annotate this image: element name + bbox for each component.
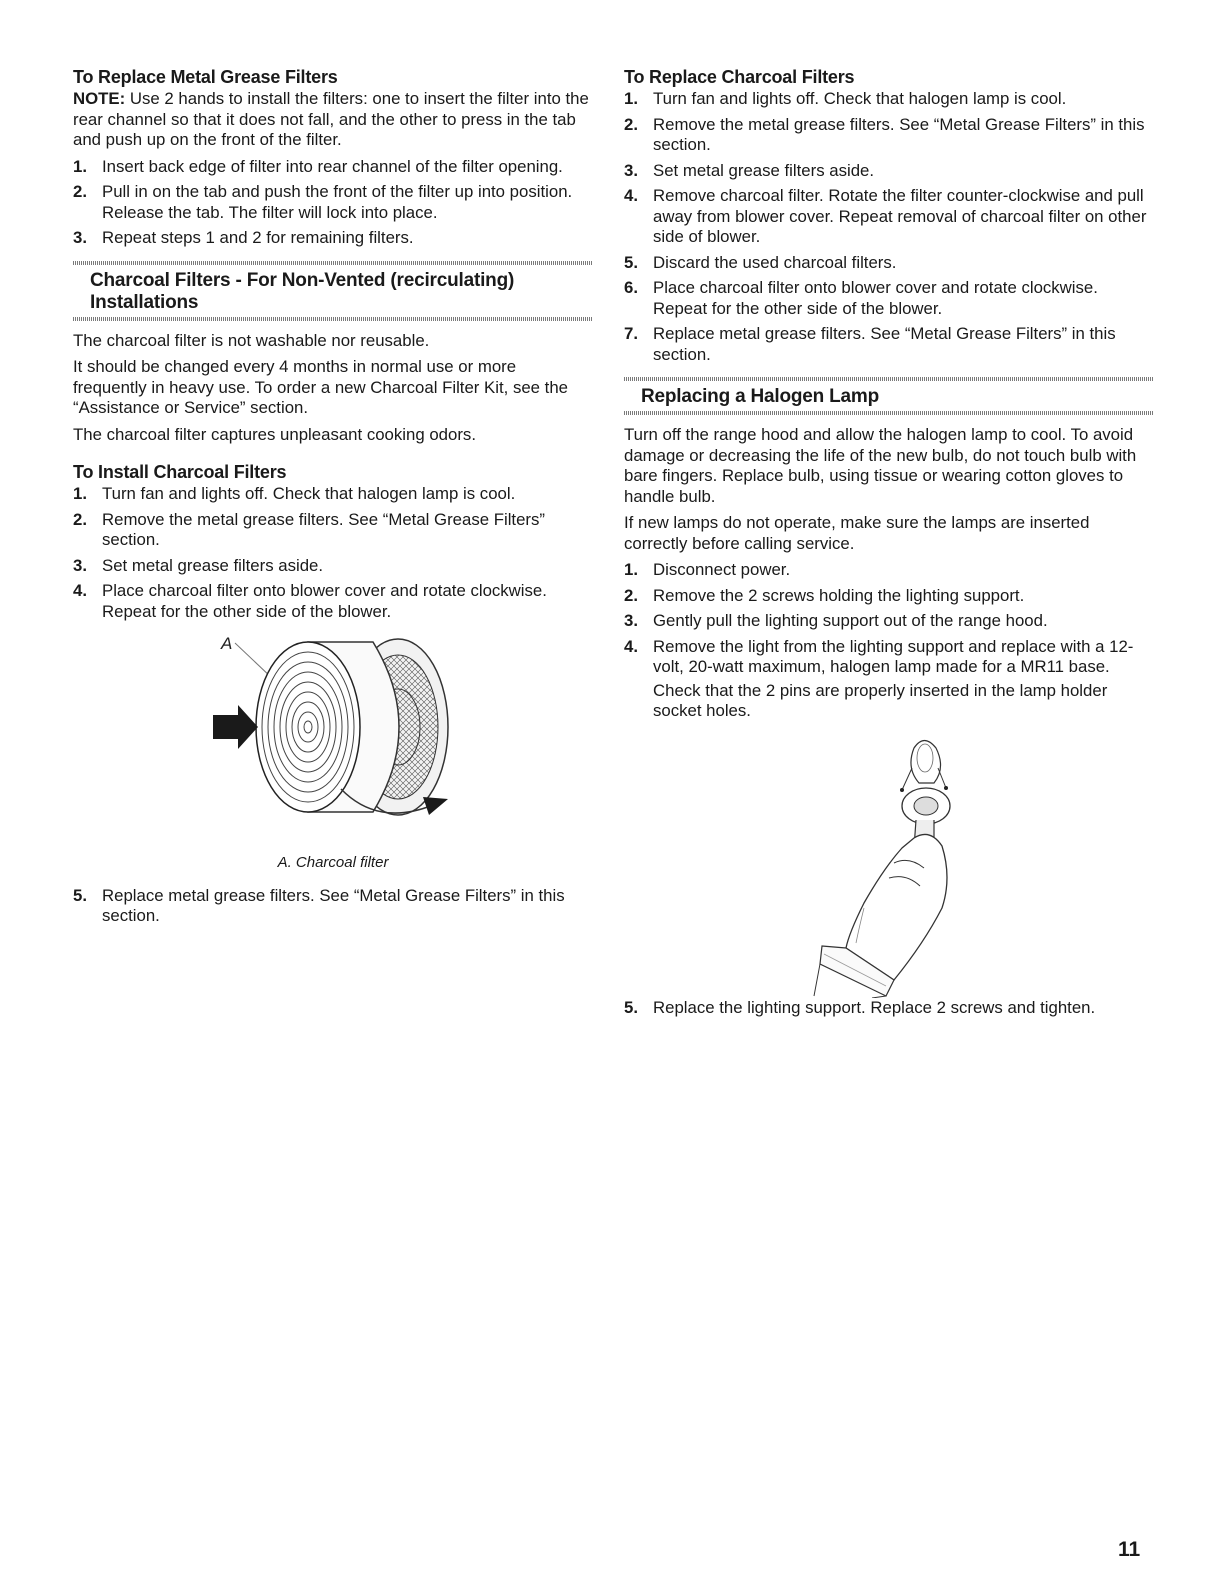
charcoal-filter-drawing — [73, 627, 593, 849]
list-item — [73, 157, 593, 178]
halogen-step5-list — [624, 998, 1154, 1019]
step-text: Place charcoal filter onto blower cover and rotate clockwise. Repeat for the other side of the blower. — [653, 278, 1098, 318]
step-text: Turn fan and lights off. Check that halogen lamp is cool. — [653, 89, 1067, 108]
list-item — [73, 484, 593, 505]
step-text: Place charcoal filter onto blower cover and rotate clockwise. Repeat for the other side of the blower. — [102, 581, 547, 621]
halogen-section — [624, 425, 1154, 1018]
list-item — [73, 228, 593, 249]
replace-charcoal-heading: To Replace Charcoal Filters — [624, 67, 855, 87]
list-item — [624, 998, 1154, 1019]
step-number: 6. — [624, 278, 638, 297]
metal-filters-section — [73, 66, 593, 249]
install-charcoal-section — [73, 461, 593, 927]
section-rule-bottom — [73, 317, 593, 321]
list-item — [624, 89, 1154, 110]
step-number: 2. — [624, 585, 638, 605]
list-item — [624, 586, 1154, 607]
list-item — [624, 560, 1154, 581]
step-text: Set metal grease filters aside. — [653, 160, 875, 180]
step-number: 3. — [73, 555, 87, 575]
step-number: 1. — [73, 484, 87, 503]
left-column — [73, 66, 593, 932]
step-number: 2. — [624, 114, 638, 134]
list-item — [624, 637, 1154, 678]
gloved-hand-lamp-drawing — [624, 728, 1154, 998]
step-text: Remove the 2 screws holding the lighting support. — [653, 585, 1025, 605]
step-text: Replace the lighting support. Replace 2 screws and tighten. — [653, 997, 1096, 1017]
step-number: 1. — [73, 156, 87, 176]
list-item — [624, 186, 1154, 248]
page-number: 11 — [1118, 1538, 1141, 1561]
metal-steps-list — [73, 157, 593, 249]
note-label: NOTE: — [73, 89, 126, 108]
list-item — [624, 161, 1154, 182]
list-item — [73, 510, 593, 551]
note-text: Use 2 hands to install the filters: one to insert the filter into the rear channel so that it does not fall, and the other to press in the tab and push up on the front of the filter. — [73, 89, 589, 149]
figure-label: A — [221, 634, 233, 653]
halogen-section-heading: Replacing a Halogen Lamp — [641, 386, 880, 407]
step-text: Pull in on the tab and push the front of the filter up into position. Release the tab. The filter will lock into place. — [102, 182, 573, 222]
list-item — [73, 581, 593, 622]
step-number: 7. — [624, 324, 638, 343]
charcoal-section-heading: Charcoal Filters - For Non-Vented (recirculating) Installations — [90, 269, 515, 313]
charcoal-section-header — [73, 261, 593, 321]
right-column — [624, 66, 1154, 1023]
list-item — [624, 115, 1154, 156]
step-number: 3. — [73, 228, 87, 247]
install-charcoal-heading: To Install Charcoal Filters — [73, 462, 287, 482]
step-text: Remove the light from the lighting support and replace with a 12-volt, 20-watt maximum, halogen lamp made for a MR11 base. — [653, 636, 1134, 676]
step-number: 1. — [624, 560, 638, 579]
replace-charcoal-steps-list — [624, 89, 1154, 365]
list-item — [624, 324, 1154, 365]
step-number: 5. — [624, 997, 638, 1017]
step-text: Insert back edge of filter into rear channel of the filter opening. — [102, 156, 563, 176]
halogen-steps-list — [624, 560, 1154, 678]
step-text: Remove the metal grease filters. See “Metal Grease Filters” section. — [102, 509, 545, 549]
list-item — [73, 556, 593, 577]
charcoal-paragraph: The charcoal filter captures unpleasant cooking odors. — [73, 424, 476, 444]
step-text: Gently pull the lighting support out of the range hood. — [653, 611, 1048, 630]
halogen-paragraph: Turn off the range hood and allow the halogen lamp to cool. To avoid damage or decreasing the life of the new bulb, do not touch bulb with bare fingers. Replace bulb, using tissue or wearing cotton gloves to handle bulb. — [624, 425, 1137, 506]
step-number: 5. — [624, 252, 638, 272]
step-number: 3. — [624, 160, 638, 180]
step-number: 2. — [73, 182, 87, 201]
step-number: 3. — [624, 611, 638, 630]
list-item — [624, 253, 1154, 274]
list-item — [624, 611, 1154, 632]
charcoal-paragraph: It should be changed every 4 months in normal use or more frequently in heavy use. To order a new Charcoal Filter Kit, see the “Assistance or Service” section. — [73, 357, 568, 417]
step-text: Turn fan and lights off. Check that halogen lamp is cool. — [102, 484, 516, 503]
list-item — [624, 278, 1154, 319]
step-number: 2. — [73, 509, 87, 529]
figure-caption: A. Charcoal filter — [277, 854, 389, 871]
step-number: 4. — [73, 581, 87, 600]
install-step5-list — [73, 886, 593, 927]
section-rule-bottom — [624, 411, 1154, 415]
step-number: 4. — [624, 636, 638, 656]
step-number: 1. — [624, 89, 638, 108]
charcoal-paragraph: The charcoal filter is not washable nor reusable. — [73, 330, 430, 350]
halogen-paragraph: If new lamps do not operate, make sure the lamps are inserted correctly before calling service. — [624, 513, 1090, 553]
metal-filters-heading: To Replace Metal Grease Filters — [73, 67, 338, 87]
note-paragraph — [73, 89, 593, 151]
step-text: Repeat steps 1 and 2 for remaining filters. — [102, 228, 414, 247]
list-item — [73, 886, 593, 927]
step-text: Replace metal grease filters. See “Metal Grease Filters” in this section. — [102, 885, 565, 925]
step-number: 5. — [73, 885, 87, 905]
step-text: Replace metal grease filters. See “Metal Grease Filters” in this section. — [653, 324, 1116, 364]
halogen-lamp-illustration — [624, 728, 1154, 998]
halogen-section-header — [624, 377, 1154, 415]
replace-charcoal-section — [624, 66, 1154, 365]
step-text: Set metal grease filters aside. — [102, 555, 324, 575]
step-text: Discard the used charcoal filters. — [653, 252, 897, 272]
charcoal-filter-illustration — [73, 627, 593, 849]
charcoal-info-section — [73, 331, 593, 446]
step-text: Remove the metal grease filters. See “Metal Grease Filters” in this section. — [653, 114, 1145, 154]
step4-note: Check that the 2 pins are properly inserted in the lamp holder socket holes. — [653, 680, 1108, 720]
list-item — [73, 182, 593, 223]
step-number: 4. — [624, 186, 638, 205]
install-steps-list — [73, 484, 593, 622]
step-text: Remove charcoal filter. Rotate the filter counter-clockwise and pull away from blower cover. Repeat removal of charcoal filter on other side of blower. — [653, 186, 1147, 246]
step-text: Disconnect power. — [653, 560, 791, 579]
